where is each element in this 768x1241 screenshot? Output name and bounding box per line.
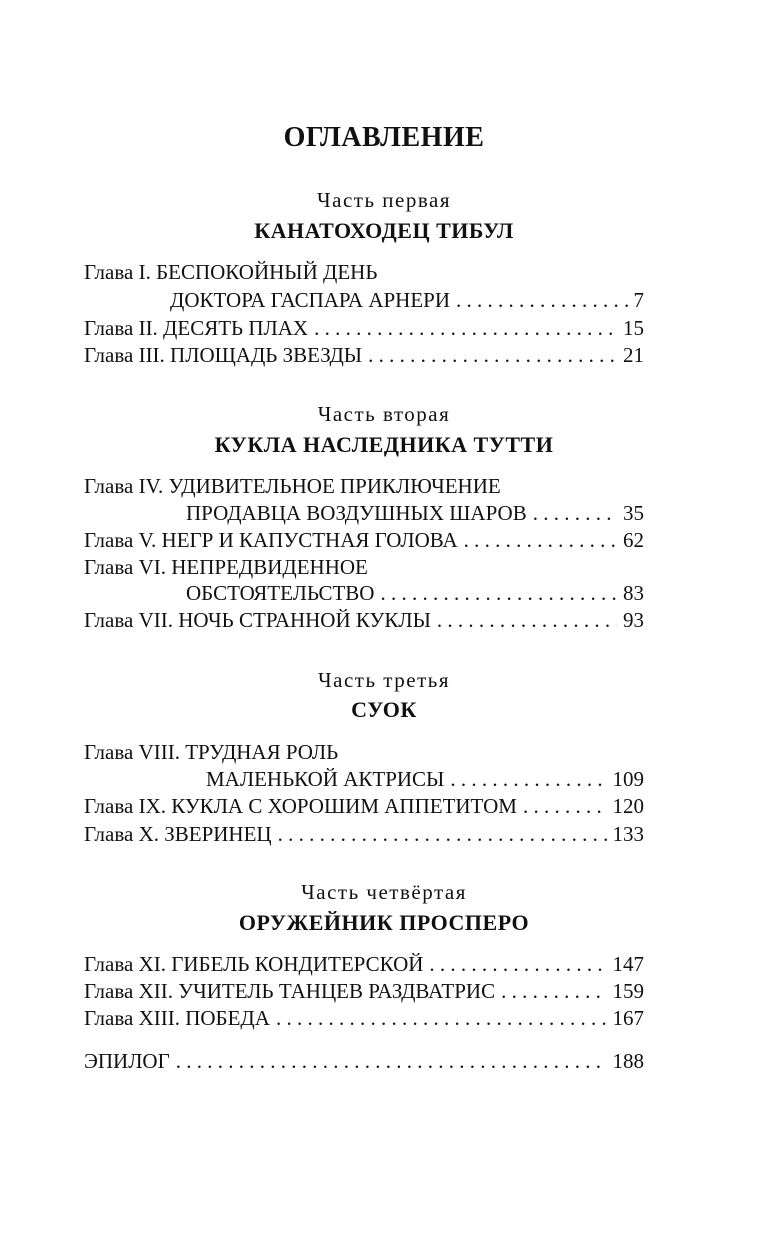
part-title: СУОК — [351, 697, 417, 722]
toc-entry[interactable] — [84, 526, 644, 554]
chapter-title: ОБСТОЯТЕЛЬСТВО — [186, 581, 375, 605]
toc-entry[interactable] — [84, 977, 644, 1005]
dot-leader — [464, 526, 617, 554]
dot-leader — [501, 977, 606, 1005]
chapter-title-line: Глава VIII. ТРУДНАЯ РОЛЬ — [84, 740, 339, 764]
toc-entry[interactable] — [186, 499, 644, 527]
part-label: Часть третья — [318, 668, 450, 692]
page-number: 35 — [623, 501, 644, 525]
page-number: 15 — [623, 316, 644, 340]
dot-leader — [429, 950, 606, 978]
page-title: ОГЛАВЛЕНИЕ — [283, 122, 485, 153]
page-number: 93 — [623, 608, 644, 632]
chapter-title: ДОКТОРА ГАСПАРА АРНЕРИ — [170, 288, 451, 312]
page-number: 109 — [612, 767, 644, 791]
chapter-title: Глава III. ПЛОЩАДЬ ЗВЕЗДЫ — [84, 343, 363, 367]
chapter-title: Глава XI. ГИБЕЛЬ КОНДИТЕРСКОЙ — [84, 952, 424, 976]
toc-entry[interactable] — [84, 606, 644, 634]
dot-leader — [278, 820, 607, 848]
toc-entry[interactable] — [206, 765, 644, 793]
toc-entry[interactable] — [84, 820, 644, 848]
chapter-title: Глава V. НЕГР И КАПУСТНАЯ ГОЛОВА — [84, 528, 458, 552]
dot-leader — [176, 1047, 607, 1075]
page-number: 147 — [612, 952, 644, 976]
page-number: 7 — [633, 288, 644, 312]
chapter-title-line: Глава IV. УДИВИТЕЛЬНОЕ ПРИКЛЮЧЕНИЕ — [84, 474, 501, 498]
dot-leader — [450, 765, 606, 793]
epilogue-title: ЭПИЛОГ — [84, 1049, 170, 1073]
chapter-title: МАЛЕНЬКОЙ АКТРИСЫ — [206, 767, 445, 791]
chapter-title: Глава XIII. ПОБЕДА — [84, 1006, 270, 1030]
toc-entry[interactable] — [84, 314, 644, 342]
dot-leader — [314, 314, 617, 342]
dot-leader — [456, 286, 627, 314]
page-number: 159 — [612, 979, 644, 1003]
toc-entry-epilogue[interactable] — [84, 1047, 644, 1075]
part-label: Часть первая — [317, 188, 451, 212]
toc-entry[interactable] — [84, 792, 644, 820]
part-title: ОРУЖЕЙНИК ПРОСПЕРО — [238, 910, 530, 935]
toc-entry[interactable] — [84, 1004, 644, 1032]
dot-leader — [276, 1004, 607, 1032]
page-number: 167 — [612, 1006, 644, 1030]
page-number: 133 — [612, 822, 644, 846]
toc-entry[interactable] — [186, 579, 644, 607]
chapter-title: Глава IX. КУКЛА С ХОРОШИМ АППЕТИТОМ — [84, 794, 517, 818]
chapter-title-line: Глава I. БЕСПОКОЙНЫЙ ДЕНЬ — [84, 260, 378, 284]
page-number: 120 — [612, 794, 644, 818]
chapter-title: Глава XII. УЧИТЕЛЬ ТАНЦЕВ РАЗДВАТРИС — [84, 979, 496, 1003]
part-label: Часть вторая — [317, 402, 451, 426]
toc-entry[interactable] — [84, 341, 644, 369]
chapter-title: Глава II. ДЕСЯТЬ ПЛАХ — [84, 316, 309, 340]
part-label: Часть четвёртая — [301, 880, 467, 904]
dot-leader — [380, 579, 617, 607]
page-number: 21 — [623, 343, 644, 367]
chapter-title: Глава VII. НОЧЬ СТРАННОЙ КУКЛЫ — [84, 608, 431, 632]
page-number: 83 — [623, 581, 644, 605]
dot-leader — [368, 341, 617, 369]
chapter-title: ПРОДАВЦА ВОЗДУШНЫХ ШАРОВ — [186, 501, 527, 525]
page-number: 188 — [612, 1049, 644, 1073]
dot-leader — [437, 606, 617, 634]
dot-leader — [523, 792, 607, 820]
chapter-title: Глава X. ЗВЕРИНЕЦ — [84, 822, 272, 846]
dot-leader — [533, 499, 617, 527]
chapter-title-line: Глава VI. НЕПРЕДВИДЕННОЕ — [84, 555, 368, 579]
page-number: 62 — [623, 528, 644, 552]
toc-entry[interactable] — [170, 286, 644, 314]
part-title: КУКЛА НАСЛЕДНИКА ТУТТИ — [214, 432, 554, 457]
toc-entry[interactable] — [84, 950, 644, 978]
part-title: КАНАТОХОДЕЦ ТИБУЛ — [254, 218, 514, 243]
